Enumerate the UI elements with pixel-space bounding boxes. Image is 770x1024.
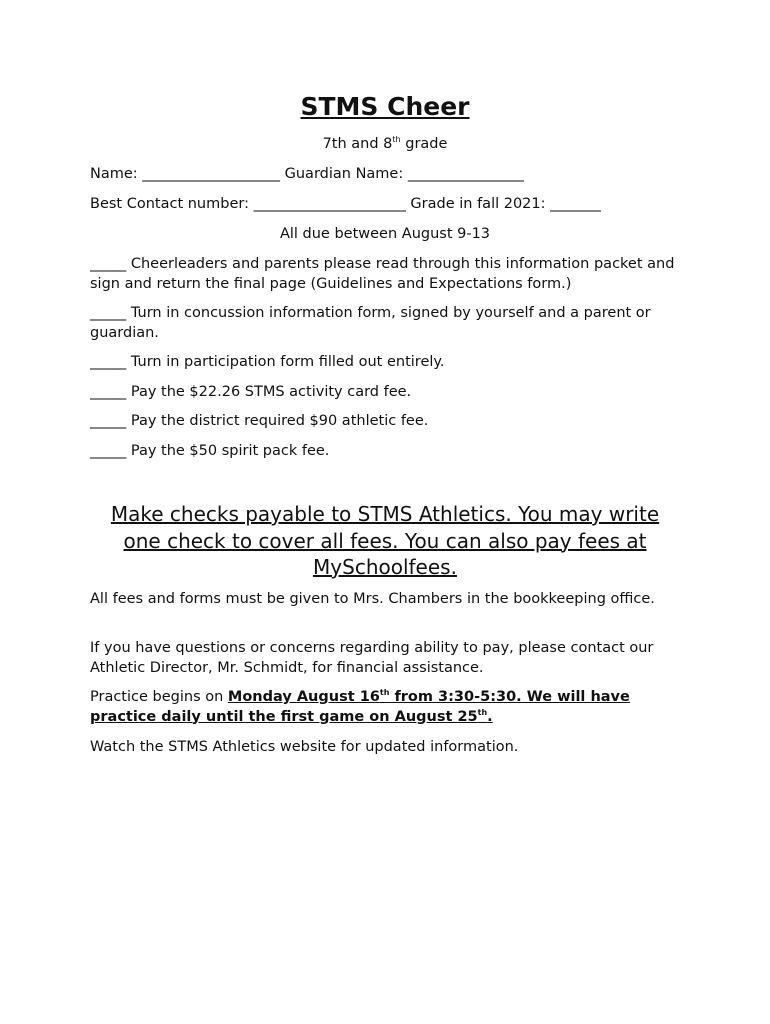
practice-schedule (90, 688, 685, 727)
practice-prefix: Practice begins on (90, 689, 228, 705)
name-fields-line: Name: ___________________ Guardian Name: ________________ (90, 166, 524, 182)
due-date-line: All due between August 9-13 (279, 226, 491, 242)
grade-prefix: 7th and 8 (322, 136, 393, 152)
website-note: Watch the STMS Athletics website for updated information. (90, 739, 519, 755)
practice-date: Monday August 16th from 3:30-5:30. We will have practice daily until the first game on August 25th. (90, 688, 630, 725)
checklist-item-packet: _____ Cheerleaders and parents please read through this information packet and sign and return the final page (Guidelines and Expectations form.) (90, 256, 675, 292)
grade-subtitle (0, 135, 770, 155)
payment-notice: Make checks payable to STMS Athletics. You may write one check to cover all fees. You can also pay fees at MySchoolfees. (110, 502, 660, 579)
checklist-item-spirit-fee: _____ Pay the $50 spirit pack fee. (90, 443, 330, 459)
grade-suffix: grade (400, 136, 448, 152)
checklist-item-participation: _____ Turn in participation form filled out entirely. (90, 354, 445, 370)
checklist-item-concussion: _____ Turn in concussion information form, signed by yourself and a parent or guardian. (90, 305, 651, 341)
questions-instruction: If you have questions or concerns regarding ability to pay, please contact our Athletic Director, Mr. Schmidt, for financial assistance. (90, 640, 654, 676)
contact-fields-line: Best Contact number: _____________________ Grade in fall 2021: _______ (90, 196, 601, 212)
fees-instruction: All fees and forms must be given to Mrs. Chambers in the bookkeeping office. (90, 591, 655, 607)
checklist-item-athletic-fee: _____ Pay the district required $90 athletic fee. (90, 413, 429, 429)
checklist-item-activity-fee: _____ Pay the $22.26 STMS activity card fee. (90, 384, 412, 400)
document-title: STMS Cheer (300, 92, 470, 121)
grade-superscript: th (392, 135, 401, 144)
